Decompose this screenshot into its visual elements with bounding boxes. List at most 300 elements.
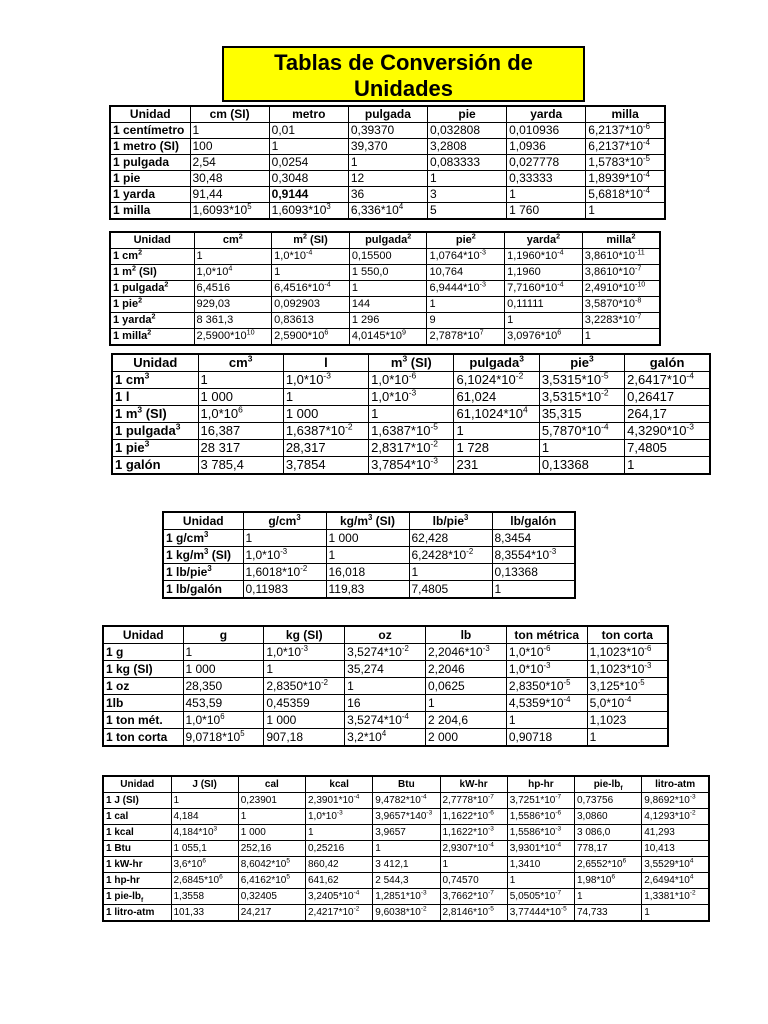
table-cell: 8,3454	[492, 530, 575, 547]
table-cell: 8 361,3	[194, 313, 272, 329]
table-cell: 1	[264, 661, 345, 678]
row-unit-label: 1 $kg/m^3$ (SI)	[163, 547, 243, 564]
table-cell: 28 317	[198, 440, 283, 457]
table-cell: $3,2405*10^{-4}$	[306, 889, 373, 905]
table-cell: $1,98*10^6$	[575, 873, 642, 889]
table-row	[103, 857, 709, 873]
table-cell: $9,8692*10^{-3}$	[642, 793, 709, 809]
table-cell: $3,5315*10^{-5}$	[539, 372, 624, 389]
table-cell: 1,3410	[507, 857, 574, 873]
table-cell: 28,350	[183, 678, 264, 695]
table-cell: 0,13368	[492, 564, 575, 581]
table-cell: 0,32405	[238, 889, 305, 905]
table-cell: 231	[454, 457, 539, 475]
table-cell: 1	[427, 171, 506, 187]
table-cell: $1,0*10^6$	[183, 712, 264, 729]
table-cell: 28,317	[283, 440, 368, 457]
table-cell: $1,0*10^{-6}$	[369, 372, 454, 389]
table-cell: 3,7854	[283, 457, 368, 475]
column-header: lb/pie$^3$	[409, 512, 492, 530]
table-cell: $3,77444*10^{-5}$	[507, 905, 574, 922]
table-cell: 1	[243, 530, 326, 547]
table-cell: $4,5359*10^{-4}$	[506, 695, 587, 712]
table-cell: $5,0*10^{-4}$	[587, 695, 668, 712]
table-cell: 1	[586, 203, 665, 220]
table-row	[103, 809, 709, 825]
table-cell: 1,1023	[587, 712, 668, 729]
table-cell: 1	[409, 564, 492, 581]
table-cell: 0,083333	[427, 155, 506, 171]
table-cell: $6,2428*10^{-2}$	[409, 547, 492, 564]
table-cell: 0,90718	[506, 729, 587, 747]
table-cell: $3,2*10^4$	[345, 729, 426, 747]
table-cell: 36	[348, 187, 427, 203]
table-cell: 1	[194, 249, 272, 265]
table-cell: 0,3048	[269, 171, 348, 187]
table-cell: 0,33333	[507, 171, 586, 187]
table-cell: 0,13368	[539, 457, 624, 475]
table-cell: 778,17	[575, 841, 642, 857]
table-cell: 10,764	[427, 265, 505, 281]
header-row	[112, 354, 710, 372]
row-unit-label: 1 metro (SI)	[110, 139, 190, 155]
row-unit-label: 1 pulgada$^2$	[110, 281, 194, 297]
table-row	[110, 281, 660, 297]
table-row	[110, 203, 665, 220]
table-cell: $4,1293*10^{-2}$	[642, 809, 709, 825]
row-unit-label: 1 litro-atm	[103, 905, 171, 922]
column-header-unit: Unidad	[103, 626, 183, 644]
column-header: pulgada$^2$	[349, 232, 427, 249]
column-header: $kg/m^3$ (SI)	[326, 512, 409, 530]
table-cell: 91,44	[190, 187, 269, 203]
table-cell: 3 785,4	[198, 457, 283, 475]
table-row	[163, 547, 575, 564]
table-cell: $2,6552*10^6$	[575, 857, 642, 873]
column-header: metro	[269, 106, 348, 123]
table-cell: $2,2046*10^{-3}$	[425, 644, 506, 661]
row-unit-label: 1 galón	[112, 457, 198, 475]
table-cell: 6,4516	[194, 281, 272, 297]
table-cell: $2,3901*10^{-4}$	[306, 793, 373, 809]
column-header: kW-hr	[440, 776, 507, 793]
density-conversion-table	[162, 511, 576, 599]
table-cell: 0,39370	[348, 123, 427, 139]
table-cell: 144	[349, 297, 427, 313]
row-unit-label: 1 pulgada	[110, 155, 190, 171]
header-row	[103, 626, 668, 644]
table-cell: 1	[190, 123, 269, 139]
table-cell: $7,7160*10^{-4}$	[505, 281, 583, 297]
table-cell: $4,184*10^3$	[171, 825, 238, 841]
table-cell: $2,6417*10^{-4}$	[625, 372, 710, 389]
table-cell: 1,1960	[505, 265, 583, 281]
column-header: g	[183, 626, 264, 644]
table-cell: 1	[642, 905, 709, 922]
length-conversion-table	[109, 105, 666, 220]
table-cell: $1,0*10^{-3}$	[306, 809, 373, 825]
row-unit-label: 1 yarda$^2$	[110, 313, 194, 329]
table-cell: $1,0764*10^{-3}$	[427, 249, 505, 265]
column-header-unit: Unidad	[110, 232, 194, 249]
header-row	[103, 776, 709, 793]
table-cell: 9	[427, 313, 505, 329]
table-cell: $6,4162*10^5$	[238, 873, 305, 889]
table-row	[103, 678, 668, 695]
document-title	[222, 46, 585, 102]
table-cell: 0,26417	[625, 389, 710, 406]
row-unit-label: 1 J (SI)	[103, 793, 171, 809]
table-cell: 0,11111	[505, 297, 583, 313]
table-cell: 0,25216	[306, 841, 373, 857]
column-header: milla	[586, 106, 665, 123]
column-header: oz	[345, 626, 426, 644]
table-cell: $2,8350*10^{-2}$	[264, 678, 345, 695]
table-cell: 1	[171, 793, 238, 809]
table-cell: $1,0*10^{-6}$	[506, 644, 587, 661]
table-cell: 1 000	[238, 825, 305, 841]
table-cell: $61,1024*10^4$	[454, 406, 539, 423]
table-cell: $5,7870*10^{-4}$	[539, 423, 624, 440]
table-cell: $6,2137*10^{-6}$	[586, 123, 665, 139]
table-cell: $1,1622*10^{-3}$	[440, 825, 507, 841]
row-unit-label: 1 kW-hr	[103, 857, 171, 873]
table-row	[110, 313, 660, 329]
row-unit-label: 1 oz	[103, 678, 183, 695]
table-cell: $1,5586*10^{-6}$	[507, 809, 574, 825]
table-cell: 0,74570	[440, 873, 507, 889]
table-cell: $3,6*10^6$	[171, 857, 238, 873]
table-cell: 0,83613	[272, 313, 350, 329]
table-cell: 1	[349, 281, 427, 297]
table-row	[163, 530, 575, 547]
table-cell: $3,8610*10^{-7}$	[582, 265, 660, 281]
header-row	[163, 512, 575, 530]
table-cell: $2,8350*10^{-5}$	[506, 678, 587, 695]
table-cell: 1	[440, 857, 507, 873]
table-cell: 1	[587, 729, 668, 747]
table-cell: $1,8939*10^{-4}$	[586, 171, 665, 187]
table-cell: 2 204,6	[425, 712, 506, 729]
row-unit-label: 1 pie-$lb_f$	[103, 889, 171, 905]
table-cell: $6,1024*10^{-2}$	[454, 372, 539, 389]
table-row	[112, 372, 710, 389]
table-cell: $3,2283*10^{-7}$	[582, 313, 660, 329]
table-cell: $3,125*10^{-5}$	[587, 678, 668, 695]
table-row	[110, 139, 665, 155]
table-cell: 7,4805	[409, 581, 492, 599]
table-cell: 39,370	[348, 139, 427, 155]
table-cell: 3 412,1	[373, 857, 440, 873]
title-line-2: Unidades	[353, 76, 454, 101]
table-row	[112, 440, 710, 457]
table-row	[112, 389, 710, 406]
table-cell: 74,733	[575, 905, 642, 922]
table-row	[110, 297, 660, 313]
table-cell: 1	[198, 372, 283, 389]
table-cell: $3,5274*10^{-4}$	[345, 712, 426, 729]
table-cell: 1 055,1	[171, 841, 238, 857]
table-cell: 16,018	[326, 564, 409, 581]
table-cell: 1 000	[183, 661, 264, 678]
row-unit-label: 1 lb/galón	[163, 581, 243, 599]
table-cell: 0,027778	[507, 155, 586, 171]
table-cell: $3,9657*140^{-3}$	[373, 809, 440, 825]
header-row	[110, 232, 660, 249]
row-unit-label: 1 $cm^2$	[110, 249, 194, 265]
table-row	[110, 155, 665, 171]
table-row	[110, 171, 665, 187]
table-cell: 2 544,3	[373, 873, 440, 889]
table-cell: $2,8146*10^{-5}$	[440, 905, 507, 922]
table-row	[110, 187, 665, 203]
column-header: yarda$^2$	[505, 232, 583, 249]
table-cell: 1	[369, 406, 454, 423]
table-row	[103, 644, 668, 661]
table-cell: 61,024	[454, 389, 539, 406]
table-cell: 16	[345, 695, 426, 712]
table-cell: $3,5529*10^4$	[642, 857, 709, 873]
row-unit-label: 1lb	[103, 695, 183, 712]
table-cell: $1,6387*10^{-2}$	[283, 423, 368, 440]
table-cell: 3,9657	[373, 825, 440, 841]
table-cell: 10,413	[642, 841, 709, 857]
table-cell: $6,9444*10^{-3}$	[427, 281, 505, 297]
table-cell: 252,16	[238, 841, 305, 857]
table-row	[103, 905, 709, 922]
table-cell: $3,8610*10^{-11}$	[582, 249, 660, 265]
table-cell: 1	[306, 825, 373, 841]
table-cell: $1,0*10^4$	[194, 265, 272, 281]
table-cell: 1	[492, 581, 575, 599]
table-cell: 0,9144	[269, 187, 348, 203]
row-unit-label: 1 centímetro	[110, 123, 190, 139]
table-cell: 1	[539, 440, 624, 457]
table-cell: $1,0*10^{-3}$	[243, 547, 326, 564]
table-cell: 12	[348, 171, 427, 187]
table-cell: 641,62	[306, 873, 373, 889]
table-cell: 100	[190, 139, 269, 155]
row-unit-label: 1 pie$^3$	[112, 440, 198, 457]
column-header-unit: Unidad	[110, 106, 190, 123]
table-cell: $1,6018*10^{-2}$	[243, 564, 326, 581]
table-cell: $9,0718*10^5$	[183, 729, 264, 747]
table-row	[103, 729, 668, 747]
table-row	[103, 889, 709, 905]
table-cell: $2,4910*10^{-10}$	[582, 281, 660, 297]
row-unit-label: 1 cal	[103, 809, 171, 825]
table-cell: 0,092903	[272, 297, 350, 313]
row-unit-label: 1 kcal	[103, 825, 171, 841]
table-cell: $3,9301*10^{-4}$	[507, 841, 574, 857]
column-header: $m^3$ (SI)	[369, 354, 454, 372]
area-conversion-table	[109, 231, 661, 346]
table-cell: $1,0*10^{-3}$	[264, 644, 345, 661]
table-cell: 1 000	[198, 389, 283, 406]
column-header-unit: Unidad	[103, 776, 171, 793]
table-cell: 264,17	[625, 406, 710, 423]
table-cell: 1	[507, 187, 586, 203]
table-row	[103, 825, 709, 841]
table-cell: $3,5274*10^{-2}$	[345, 644, 426, 661]
table-cell: $8,6042*10^5$	[238, 857, 305, 873]
table-cell: 119,83	[326, 581, 409, 599]
table-cell: 1 550,0	[349, 265, 427, 281]
column-header: pie-$lb_f$	[575, 776, 642, 793]
header-row	[110, 106, 665, 123]
table-cell: $2,6845*10^6$	[171, 873, 238, 889]
column-header: ton métrica	[506, 626, 587, 644]
table-cell: $3,7251*10^{-7}$	[507, 793, 574, 809]
row-unit-label: 1 hp-hr	[103, 873, 171, 889]
row-unit-label: 1 lb/pie$^3$	[163, 564, 243, 581]
row-unit-label: 1 ton corta	[103, 729, 183, 747]
table-cell: 35,315	[539, 406, 624, 423]
table-cell: 3,0860	[575, 809, 642, 825]
table-cell: 0,010936	[507, 123, 586, 139]
table-cell: $5,0505*10^{-7}$	[507, 889, 574, 905]
column-header: pulgada	[348, 106, 427, 123]
table-cell: $1,5586*10^{-3}$	[507, 825, 574, 841]
column-header: $cm^2$	[194, 232, 272, 249]
table-cell: $6,4516*10^{-4}$	[272, 281, 350, 297]
row-unit-label: 1 $g/cm^3$	[163, 530, 243, 547]
column-header-unit: Unidad	[112, 354, 198, 372]
table-cell: 3,2808	[427, 139, 506, 155]
column-header: cm (SI)	[190, 106, 269, 123]
row-unit-label: 1 Btu	[103, 841, 171, 857]
table-cell: 1	[454, 423, 539, 440]
row-unit-label: 1 kg (SI)	[103, 661, 183, 678]
table-cell: $1,6093*10^5$	[190, 203, 269, 220]
table-cell: 1 000	[283, 406, 368, 423]
column-header: l	[283, 354, 368, 372]
column-header: pie$^2$	[427, 232, 505, 249]
table-cell: 1,0936	[507, 139, 586, 155]
table-cell: 2,2046	[425, 661, 506, 678]
table-row	[103, 661, 668, 678]
table-cell: $3,5870*10^{-8}$	[582, 297, 660, 313]
table-cell: 1,3558	[171, 889, 238, 905]
column-header: milla$^2$	[582, 232, 660, 249]
table-cell: 1	[625, 457, 710, 475]
table-cell: $1,6387*10^{-5}$	[369, 423, 454, 440]
table-cell: 101,33	[171, 905, 238, 922]
table-cell: $1,1023*10^{-6}$	[587, 644, 668, 661]
table-cell: $1,0*10^{-4}$	[272, 249, 350, 265]
column-header: Btu	[373, 776, 440, 793]
table-cell: 1	[272, 265, 350, 281]
table-row	[103, 873, 709, 889]
table-cell: 0,23901	[238, 793, 305, 809]
column-header: litro-atm	[642, 776, 709, 793]
row-unit-label: 1 pie$^2$	[110, 297, 194, 313]
table-cell: 41,293	[642, 825, 709, 841]
table-cell: 1 000	[264, 712, 345, 729]
table-cell: 0,45359	[264, 695, 345, 712]
table-cell: $2,8317*10^{-2}$	[369, 440, 454, 457]
table-cell: $5,6818*10^{-4}$	[586, 187, 665, 203]
table-cell: 860,42	[306, 857, 373, 873]
table-row	[103, 793, 709, 809]
table-cell: 30,48	[190, 171, 269, 187]
volume-conversion-table	[111, 353, 711, 475]
table-cell: 3 086,0	[575, 825, 642, 841]
table-cell: 453,59	[183, 695, 264, 712]
table-cell: 1 000	[326, 530, 409, 547]
table-cell: $9,4782*10^{-4}$	[373, 793, 440, 809]
table-cell: $6,336*10^4$	[348, 203, 427, 220]
row-unit-label: 1 milla	[110, 203, 190, 220]
table-row	[110, 329, 660, 346]
table-cell: 0,01	[269, 123, 348, 139]
table-cell: $1,0*10^{-3}$	[369, 389, 454, 406]
row-unit-label: 1 milla$^2$	[110, 329, 194, 346]
table-cell: 1	[373, 841, 440, 857]
table-cell: $3,7662*10^{-7}$	[440, 889, 507, 905]
table-cell: $4,0145*10^9$	[349, 329, 427, 346]
table-row	[103, 695, 668, 712]
row-unit-label: 1 pulgada$^3$	[112, 423, 198, 440]
table-cell: 1 760	[507, 203, 586, 220]
table-cell: 0,15500	[349, 249, 427, 265]
table-cell: 907,18	[264, 729, 345, 747]
table-cell: 16,387	[198, 423, 283, 440]
table-cell: 62,428	[409, 530, 492, 547]
table-cell: 1	[575, 889, 642, 905]
table-cell: $8,3554*10^{-3}$	[492, 547, 575, 564]
table-cell: $2,7778*10^{-7}$	[440, 793, 507, 809]
table-cell: 1	[283, 389, 368, 406]
table-cell: 2,54	[190, 155, 269, 171]
table-cell: $1,5783*10^{-5}$	[586, 155, 665, 171]
table-row	[103, 712, 668, 729]
table-cell: $1,1023*10^{-3}$	[587, 661, 668, 678]
column-header: cal	[238, 776, 305, 793]
table-cell: 1	[269, 139, 348, 155]
table-cell: $3,5315*10^{-2}$	[539, 389, 624, 406]
column-header: pie$^3$	[539, 354, 624, 372]
table-cell: 0,73756	[575, 793, 642, 809]
column-header: pie	[427, 106, 506, 123]
table-cell: 2 000	[425, 729, 506, 747]
table-cell: $1,3381*10^{-2}$	[642, 889, 709, 905]
table-cell: 1	[238, 809, 305, 825]
column-header: $g/cm^3$	[243, 512, 326, 530]
energy-conversion-table	[102, 775, 710, 922]
table-cell: 0,11983	[243, 581, 326, 599]
table-cell: 1 728	[454, 440, 539, 457]
table-row	[112, 406, 710, 423]
row-unit-label: 1 pie	[110, 171, 190, 187]
table-cell: $1,2851*10^{-3}$	[373, 889, 440, 905]
row-unit-label: 1 g	[103, 644, 183, 661]
table-cell: $1,6093*10^3$	[269, 203, 348, 220]
table-cell: $2,5900*10^{10}$	[194, 329, 272, 346]
table-row	[110, 265, 660, 281]
table-cell: 1	[506, 712, 587, 729]
table-cell: 0,0625	[425, 678, 506, 695]
table-cell: $6,2137*10^{-4}$	[586, 139, 665, 155]
table-row	[112, 423, 710, 440]
table-cell: 1	[425, 695, 506, 712]
column-header: $cm^3$	[198, 354, 283, 372]
table-cell: $1,1960*10^{-4}$	[505, 249, 583, 265]
table-row	[103, 841, 709, 857]
table-cell: 4,184	[171, 809, 238, 825]
column-header: lb/galón	[492, 512, 575, 530]
table-cell: $2,7878*10^7$	[427, 329, 505, 346]
